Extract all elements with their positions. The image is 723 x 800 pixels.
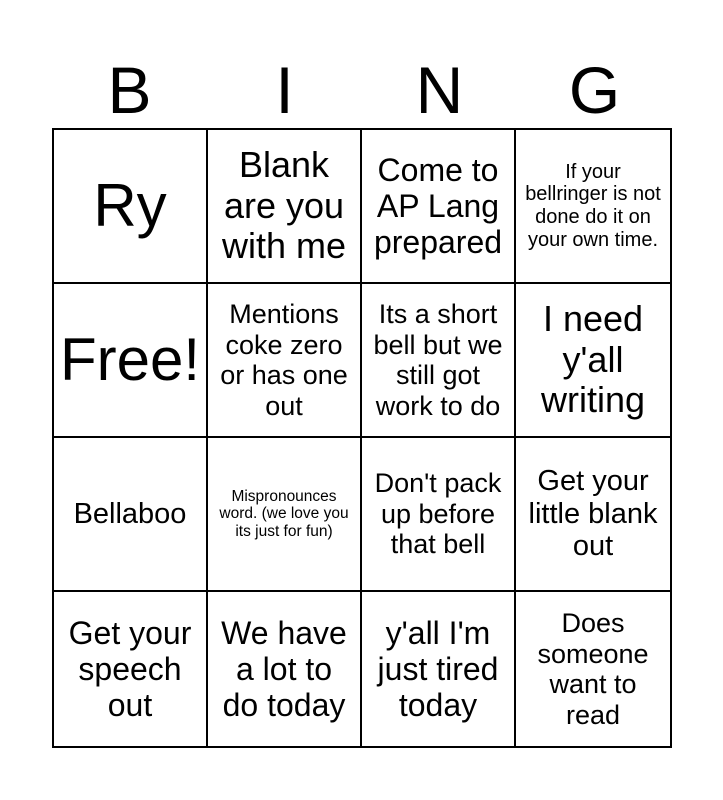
bingo-cell[interactable] — [362, 592, 516, 746]
bingo-header — [52, 52, 672, 128]
bingo-cell[interactable] — [516, 130, 670, 284]
cell-text: Does someone want to read — [537, 608, 649, 730]
bingo-board — [52, 128, 672, 748]
bingo-cell[interactable] — [54, 438, 208, 592]
bingo-cell[interactable] — [516, 284, 670, 438]
cell-text: Get your speech out — [68, 614, 192, 724]
bingo-cell[interactable] — [54, 592, 208, 746]
bingo-cell[interactable] — [54, 130, 208, 284]
cell-text: Blank are you with me — [221, 143, 347, 267]
cell-text: Mentions coke zero or has one out — [220, 299, 348, 421]
bingo-cell[interactable] — [516, 438, 670, 592]
bingo-cell[interactable] — [362, 284, 516, 438]
cell-text: I need y'all writing — [540, 297, 646, 421]
header-letter-i: I — [275, 53, 294, 127]
bingo-cell[interactable] — [208, 130, 362, 284]
cell-text: Bellaboo — [73, 497, 187, 530]
cell-text: Don't pack up before that bell — [374, 468, 502, 560]
cell-text: Mispronounces word. (we love you its just for fun) — [219, 487, 349, 540]
bingo-cell[interactable] — [208, 592, 362, 746]
free-space-cell[interactable] — [54, 284, 208, 438]
cell-text: Ry — [93, 172, 167, 240]
cell-text: Free! — [59, 326, 201, 394]
header-letter-g: G — [568, 53, 621, 127]
cell-text: We have a lot to do today — [221, 614, 347, 724]
header-letter-n: N — [415, 53, 464, 127]
bingo-cell[interactable] — [208, 438, 362, 592]
cell-text: y'all I'm just tired today — [377, 614, 499, 724]
bingo-cell[interactable] — [362, 438, 516, 592]
bingo-cell[interactable] — [362, 130, 516, 284]
bingo-cell[interactable] — [208, 284, 362, 438]
header-letter-b: B — [107, 53, 152, 127]
bingo-cell[interactable] — [516, 592, 670, 746]
cell-text: Its a short bell but we still got work to do — [373, 299, 503, 421]
cell-text: Get your little blank out — [528, 464, 658, 563]
cell-text: Come to AP Lang prepared — [373, 151, 503, 261]
cell-text: If your bellringer is not done do it on your own time. — [525, 160, 661, 251]
